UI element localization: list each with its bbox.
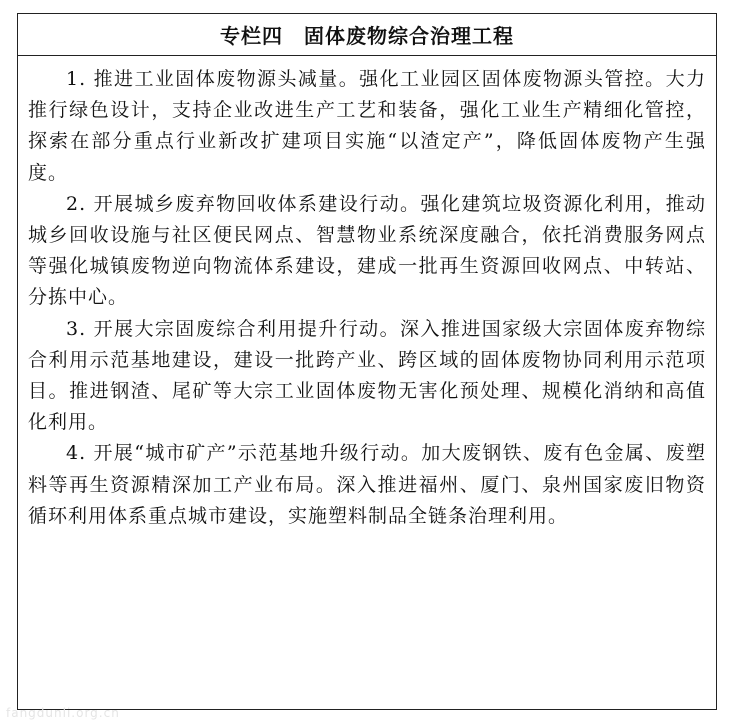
watermark-text: fangdunli.org.cn [6, 706, 120, 720]
paragraph-2: 2. 开展城乡废弃物回收体系建设行动。强化建筑垃圾资源化利用，推动城乡回收设施与社区便民网点、智慧物业系统深度融合，依托消费服务网点等强化城镇废物逆向物流体系建设，建成一批再生资源回收网点、中转站、分拣中心。 [28, 192, 706, 309]
column-title: 专栏四 固体废物综合治理工程 [18, 14, 716, 56]
paragraph-1: 1. 推进工业固体废物源头减量。强化工业园区固体废物源头管控。大力推行绿色设计，支持企业改进生产工艺和装备，强化工业生产精细化管控，探索在部分重点行业新改扩建项目实施“以渣定产”，降低固体废物产生强度。 [28, 68, 706, 184]
paragraph-3: 3. 开展大宗固废综合利用提升行动。深入推进国家级大宗固体废弃物综合利用示范基地建设，建设一批跨产业、跨区域的固体废物协同利用示范项目。推进钢渣、尾矿等大宗工业固体废物无害化预处理、规模化消纳和高值化利用。 [28, 317, 706, 434]
column-body [18, 56, 716, 532]
paragraph-4: 4. 开展“城市矿产”示范基地升级行动。加大废钢铁、废有色金属、废塑料等再生资源精深加工产业布局。深入推进福州、厦门、泉州国家废旧物资循环利用体系重点城市建设，实施塑料制品全链条治理利用。 [28, 442, 706, 527]
column-box [17, 13, 717, 710]
